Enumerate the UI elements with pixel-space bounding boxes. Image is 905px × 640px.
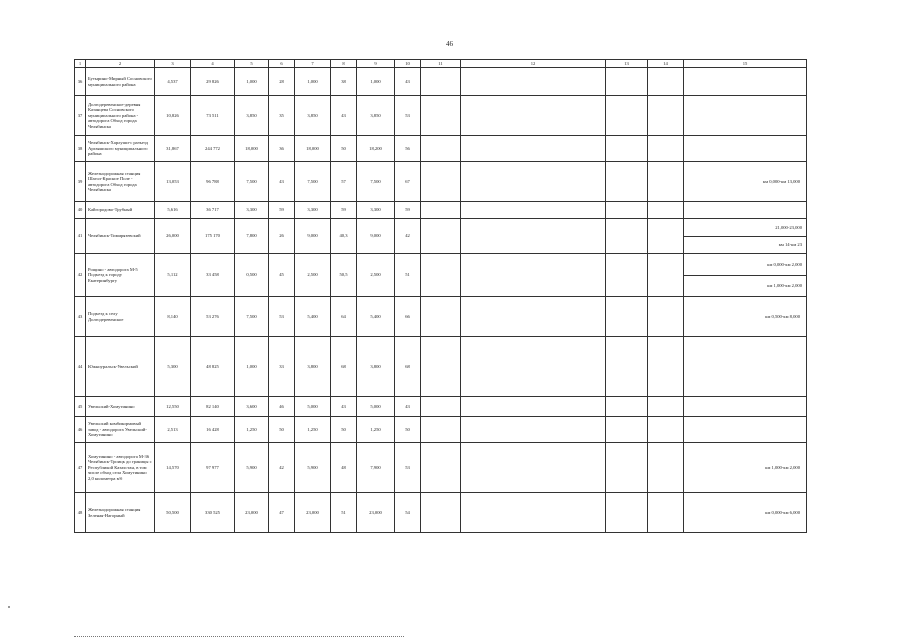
row-number-cell: 47 <box>75 443 86 493</box>
cost-cell: 73 511 <box>191 96 235 136</box>
length-cell: 2,513 <box>155 417 191 443</box>
empty-cell <box>606 443 648 493</box>
value-cell: 50 <box>395 417 421 443</box>
cost-cell: 97 977 <box>191 443 235 493</box>
road-name-cell: Железнодорожная станция Зеленая-Нагорный <box>86 493 155 533</box>
value-cell: 40,3 <box>331 219 357 254</box>
empty-cell <box>648 96 684 136</box>
empty-cell <box>648 417 684 443</box>
empty-cell <box>606 136 648 162</box>
cost-cell: 33 458 <box>191 254 235 297</box>
table-row <box>75 68 807 96</box>
value-cell: 35 <box>269 96 295 136</box>
empty-cell <box>648 443 684 493</box>
value-cell: 1,250 <box>235 417 269 443</box>
length-cell: 10,826 <box>155 96 191 136</box>
value-cell: 7,900 <box>357 443 395 493</box>
value-cell: 43 <box>331 96 357 136</box>
header-cell: 4 <box>191 60 235 68</box>
header-cell: 14 <box>648 60 684 68</box>
value-cell: 5,400 <box>357 297 395 337</box>
value-cell: 50 <box>331 136 357 162</box>
empty-cell <box>461 68 606 96</box>
table-row <box>75 162 807 202</box>
empty-cell <box>421 337 461 397</box>
empty-cell <box>461 443 606 493</box>
road-name-cell: Рощино - автодорога М-5 Подъезд к городу Екатеринбургу <box>86 254 155 297</box>
road-name-cell: Челябинск-Тимирязевский <box>86 219 155 254</box>
length-cell: 12,550 <box>155 397 191 417</box>
value-cell: 66 <box>395 297 421 337</box>
table-row <box>75 337 807 397</box>
segment-note: км 0,000-км 2,000 <box>767 261 802 267</box>
header-cell: 6 <box>269 60 295 68</box>
table-row <box>75 136 807 162</box>
empty-cell <box>648 162 684 202</box>
empty-cell <box>606 219 648 254</box>
value-cell: 48 <box>331 443 357 493</box>
table-row <box>75 493 807 533</box>
empty-cell <box>606 493 648 533</box>
road-name-cell: Увельский-Хомутинино <box>86 397 155 417</box>
empty-cell <box>421 136 461 162</box>
length-cell: 4,537 <box>155 68 191 96</box>
empty-cell <box>606 162 648 202</box>
table-row <box>75 202 807 219</box>
note-cell <box>684 202 807 219</box>
value-cell: 43 <box>331 397 357 417</box>
empty-cell <box>606 397 648 417</box>
empty-cell <box>648 136 684 162</box>
header-cell: 2 <box>86 60 155 68</box>
value-cell: 3,300 <box>235 202 269 219</box>
value-cell: 68 <box>331 337 357 397</box>
empty-cell <box>606 68 648 96</box>
value-cell: 64 <box>331 297 357 337</box>
value-cell: 7,800 <box>235 219 269 254</box>
empty-cell <box>421 162 461 202</box>
value-cell: 1,000 <box>357 68 395 96</box>
header-cell: 7 <box>295 60 331 68</box>
empty-cell <box>461 337 606 397</box>
empty-cell <box>421 202 461 219</box>
empty-cell <box>648 68 684 96</box>
empty-cell <box>421 417 461 443</box>
empty-cell <box>461 162 606 202</box>
value-cell: 1,250 <box>295 417 331 443</box>
scan-speck <box>8 606 10 608</box>
road-name-cell: Челябинск-Харлуши-с разъезд Аргаяшского муниципального района <box>86 136 155 162</box>
table-row <box>75 417 807 443</box>
note-cell <box>684 443 807 493</box>
road-name-cell: Южноуральск-Увельский <box>86 337 155 397</box>
cost-cell: 36 717 <box>191 202 235 219</box>
row-number-cell: 40 <box>75 202 86 219</box>
length-cell: 8,140 <box>155 297 191 337</box>
value-cell: 3,800 <box>295 337 331 397</box>
cost-cell: 29 826 <box>191 68 235 96</box>
value-cell: 54 <box>395 493 421 533</box>
cost-cell: 244 772 <box>191 136 235 162</box>
row-number-cell: 41 <box>75 219 86 254</box>
empty-cell <box>648 254 684 297</box>
empty-cell <box>461 417 606 443</box>
length-cell: 5,300 <box>155 337 191 397</box>
row-number-cell: 42 <box>75 254 86 297</box>
header-cell: 12 <box>461 60 606 68</box>
empty-cell <box>461 219 606 254</box>
cost-cell: 96 788 <box>191 162 235 202</box>
table-row <box>75 219 807 254</box>
empty-cell <box>648 202 684 219</box>
value-cell: 26 <box>269 219 295 254</box>
value-cell: 59 <box>395 202 421 219</box>
cost-cell: 330 525 <box>191 493 235 533</box>
note-cell <box>684 297 807 337</box>
value-cell: 50 <box>331 417 357 443</box>
header-cell: 13 <box>606 60 648 68</box>
value-cell: 56 <box>395 136 421 162</box>
value-cell: 57 <box>331 162 357 202</box>
length-cell: 31,867 <box>155 136 191 162</box>
value-cell: 5,000 <box>357 397 395 417</box>
value-cell: 5,900 <box>235 443 269 493</box>
segment-note: км 0,000-км 13,000 <box>762 178 800 184</box>
road-name-cell: Кайгородово-Трубный <box>86 202 155 219</box>
value-cell: 50,5 <box>331 254 357 297</box>
empty-cell <box>421 96 461 136</box>
empty-cell <box>421 297 461 337</box>
empty-cell <box>648 297 684 337</box>
value-cell: 7,500 <box>357 162 395 202</box>
value-cell: 50 <box>269 417 295 443</box>
segment-note: км 0,000-км 6,000 <box>765 509 800 515</box>
cost-cell: 48 825 <box>191 337 235 397</box>
empty-cell <box>648 219 684 254</box>
value-cell: 23,000 <box>357 493 395 533</box>
value-cell: 3,800 <box>357 337 395 397</box>
empty-cell <box>648 397 684 417</box>
note-cell <box>684 96 807 136</box>
segment-note: км 0,500-км 8,000 <box>765 313 800 319</box>
empty-cell <box>648 337 684 397</box>
note-cell <box>684 417 807 443</box>
empty-cell <box>461 254 606 297</box>
value-cell: 36 <box>269 136 295 162</box>
value-cell: 2,500 <box>357 254 395 297</box>
value-cell: 38 <box>331 68 357 96</box>
value-cell: 53 <box>269 297 295 337</box>
row-number-cell: 45 <box>75 397 86 417</box>
header-cell: 3 <box>155 60 191 68</box>
value-cell: 0,500 <box>235 254 269 297</box>
cost-cell: 175 170 <box>191 219 235 254</box>
note-cell <box>684 219 807 254</box>
value-cell: 59 <box>331 202 357 219</box>
header-cell: 9 <box>357 60 395 68</box>
value-cell: 67 <box>395 162 421 202</box>
note-cell <box>684 136 807 162</box>
length-cell: 5,616 <box>155 202 191 219</box>
note-cell <box>684 493 807 533</box>
value-cell: 5,900 <box>295 443 331 493</box>
value-cell: 7,500 <box>295 162 331 202</box>
road-name-cell: Долгодеревенское-деревня Казанцева Сосновского муниципального района - автодорога Обход города Челябинска <box>86 96 155 136</box>
note-cell <box>684 337 807 397</box>
value-cell: 7,500 <box>235 297 269 337</box>
value-cell: 43 <box>269 162 295 202</box>
value-cell: 28 <box>269 68 295 96</box>
value-cell: 42 <box>269 443 295 493</box>
page-number: 46 <box>446 40 453 48</box>
value-cell: 18,200 <box>357 136 395 162</box>
segment-note: 21,000-23,000 <box>775 224 802 230</box>
value-cell: 47 <box>269 493 295 533</box>
empty-cell <box>606 254 648 297</box>
value-cell: 3,300 <box>357 202 395 219</box>
value-cell: 51 <box>395 254 421 297</box>
row-number-cell: 43 <box>75 297 86 337</box>
value-cell: 53 <box>395 96 421 136</box>
value-cell: 23,000 <box>295 493 331 533</box>
row-number-cell: 39 <box>75 162 86 202</box>
value-cell: 51 <box>331 493 357 533</box>
cost-cell: 16 428 <box>191 417 235 443</box>
empty-cell <box>461 493 606 533</box>
value-cell: 5,400 <box>295 297 331 337</box>
empty-cell <box>421 397 461 417</box>
empty-cell <box>461 297 606 337</box>
empty-cell <box>421 443 461 493</box>
value-cell: 18,000 <box>235 136 269 162</box>
empty-cell <box>461 397 606 417</box>
empty-cell <box>421 68 461 96</box>
value-cell: 5,000 <box>295 397 331 417</box>
value-cell: 42 <box>395 219 421 254</box>
value-cell: 2,500 <box>295 254 331 297</box>
empty-cell <box>606 202 648 219</box>
road-name-cell: Железнодорожная станция Шагол-Красное Поле - автодорога Обход города Челябинска <box>86 162 155 202</box>
value-cell: 9,000 <box>295 219 331 254</box>
empty-cell <box>606 337 648 397</box>
length-cell: 26,000 <box>155 219 191 254</box>
empty-cell <box>606 417 648 443</box>
empty-cell <box>648 493 684 533</box>
empty-cell <box>606 96 648 136</box>
header-cell: 10 <box>395 60 421 68</box>
cost-cell: 53 276 <box>191 297 235 337</box>
table-row <box>75 96 807 136</box>
value-cell: 45 <box>269 254 295 297</box>
value-cell: 3,850 <box>235 96 269 136</box>
empty-cell <box>461 136 606 162</box>
value-cell: 43 <box>395 397 421 417</box>
empty-cell <box>421 254 461 297</box>
length-cell: 50,500 <box>155 493 191 533</box>
cost-cell: 82 140 <box>191 397 235 417</box>
header-cell: 1 <box>75 60 86 68</box>
header-cell: 11 <box>421 60 461 68</box>
header-cell: 8 <box>331 60 357 68</box>
road-name-cell: Хомутинино - автодорога М-36 Челябинск-Троицк до границы с Республикой Казахстан, в том числе обход села Хомутинино 2,0 километра в/б <box>86 443 155 493</box>
road-name-cell: Увельский комбикормовый завод - автодорога Увельский-Хомутинино <box>86 417 155 443</box>
length-cell: 5,112 <box>155 254 191 297</box>
note-cell <box>684 397 807 417</box>
length-cell: 14,570 <box>155 443 191 493</box>
value-cell: 1,000 <box>295 68 331 96</box>
header-row <box>75 60 807 68</box>
value-cell: 23,000 <box>235 493 269 533</box>
table-row <box>75 297 807 337</box>
value-cell: 46 <box>269 397 295 417</box>
value-cell: 18,000 <box>295 136 331 162</box>
table-row <box>75 443 807 493</box>
note-cell <box>684 162 807 202</box>
header-cell: 5 <box>235 60 269 68</box>
value-cell: 3,600 <box>235 397 269 417</box>
empty-cell <box>461 202 606 219</box>
value-cell: 3,850 <box>357 96 395 136</box>
road-name-cell: Бутырино-Мирный Сосновского муниципального района <box>86 68 155 96</box>
value-cell: 1,000 <box>235 337 269 397</box>
table-row <box>75 397 807 417</box>
value-cell: 43 <box>395 68 421 96</box>
segment-note: км 1,000-км 2,000 <box>765 464 800 470</box>
roads-table <box>74 59 807 533</box>
value-cell: 68 <box>395 337 421 397</box>
row-number-cell: 38 <box>75 136 86 162</box>
segment-note: км 14-км 23 <box>684 236 806 254</box>
note-cell <box>684 68 807 96</box>
footer-divider <box>74 636 404 637</box>
length-cell: 13,053 <box>155 162 191 202</box>
table-row <box>75 254 807 297</box>
value-cell: 53 <box>395 443 421 493</box>
row-number-cell: 36 <box>75 68 86 96</box>
row-number-cell: 46 <box>75 417 86 443</box>
header-cell: 15 <box>684 60 807 68</box>
value-cell: 9,000 <box>357 219 395 254</box>
empty-cell <box>461 96 606 136</box>
road-name-cell: Подъезд к селу Долгодеревенское <box>86 297 155 337</box>
segment-note: км 1,000-км 2,000 <box>684 275 806 297</box>
note-cell <box>684 254 807 297</box>
value-cell: 3,850 <box>295 96 331 136</box>
value-cell: 1,250 <box>357 417 395 443</box>
value-cell: 59 <box>269 202 295 219</box>
empty-cell <box>421 219 461 254</box>
value-cell: 1,000 <box>235 68 269 96</box>
row-number-cell: 44 <box>75 337 86 397</box>
row-number-cell: 37 <box>75 96 86 136</box>
value-cell: 33 <box>269 337 295 397</box>
empty-cell <box>606 297 648 337</box>
row-number-cell: 48 <box>75 493 86 533</box>
value-cell: 3,300 <box>295 202 331 219</box>
empty-cell <box>421 493 461 533</box>
value-cell: 7,500 <box>235 162 269 202</box>
